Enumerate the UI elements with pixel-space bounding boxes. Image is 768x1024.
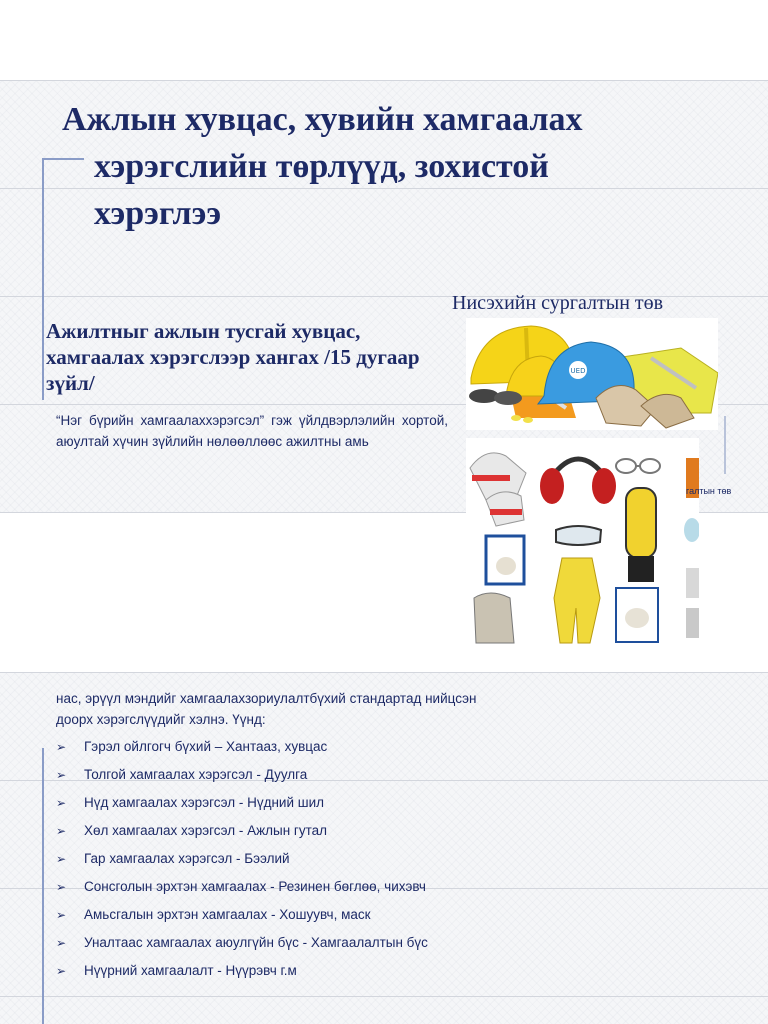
list-item-text: Уналтаас хамгаалах аюулгүйн бүс - Хамгаалалтын бүс xyxy=(84,935,428,950)
title-line: Ажлын хувцас, хувийн хамгаалах xyxy=(62,101,583,138)
arrow-bullet-icon: ➢ xyxy=(56,852,67,866)
body-paragraph: нас, эрүүл мэндийг хамгаалахзориулалтбүхий стандартад нийцсэн доорх хэрэгслүүдийг хэлнэ. Үүнд: xyxy=(56,691,477,727)
arrow-bullet-icon: ➢ xyxy=(56,908,67,922)
list-item-text: Нүд хамгаалах хэрэгсэл - Нүдний шил xyxy=(84,795,324,810)
arrow-bullet-icon: ➢ xyxy=(56,880,67,894)
accent-line xyxy=(42,748,44,1024)
list-item-text: Гар хамгаалах хэрэгсэл - Бээлий xyxy=(84,851,290,866)
arrow-bullet-icon: ➢ xyxy=(56,936,67,950)
arrow-bullet-icon: ➢ xyxy=(56,740,67,754)
list-item xyxy=(56,849,428,877)
accent-line xyxy=(42,158,44,400)
list-item xyxy=(56,961,428,989)
title-line: хэрэглээ xyxy=(94,195,222,232)
ppe-list xyxy=(56,737,428,989)
list-item-text: Гэрэл ойлгогч бүхий – Хантааз, хувцас xyxy=(84,739,328,754)
list-item-text: Хөл хамгаалах хэрэгсэл - Ажлын гутал xyxy=(84,823,327,838)
ppe-equipment-grid-image xyxy=(466,438,699,650)
section-heading: Ажилтныг ажлын тусгай хувцас, хамгаалах хэрэгслээр хангах /15 дугаар зүйл/ xyxy=(46,319,420,395)
divider xyxy=(0,80,768,81)
list-item-text: Нүүрний хамгаалалт - Нүүрэвч г.м xyxy=(84,963,297,978)
divider xyxy=(0,672,768,673)
list-item xyxy=(56,877,428,905)
list-item-text: Сонсголын эрхтэн хамгаалах - Резинен бөглөө, чихэвч xyxy=(84,879,426,894)
list-item xyxy=(56,737,428,765)
arrow-bullet-icon: ➢ xyxy=(56,796,67,810)
arrow-bullet-icon: ➢ xyxy=(56,824,67,838)
list-item xyxy=(56,933,428,961)
list-item xyxy=(56,793,428,821)
arrow-bullet-icon: ➢ xyxy=(56,964,67,978)
list-item xyxy=(56,765,428,793)
divider xyxy=(0,996,768,997)
ppe-helmets-image xyxy=(466,318,718,430)
list-item xyxy=(56,905,428,933)
training-center-label-fragment: галтын төв xyxy=(686,486,732,496)
training-center-label: Нисэхийн сургалтын төв xyxy=(452,292,664,314)
body-paragraph: “Нэг бүрийн хамгаалаххэрэгсэл” гэж үйлдвэрлэлийн хортой, аюултай хүчин зүйлийн нөлөөллөөс ажилтны амь xyxy=(56,413,448,449)
arrow-bullet-icon: ➢ xyxy=(56,768,67,782)
list-item-text: Амьсгалын эрхтэн хамгаалах - Хошуувч, маск xyxy=(84,907,371,922)
helmet-badge-label: UED xyxy=(570,367,586,375)
list-item xyxy=(56,821,428,849)
accent-line xyxy=(724,416,726,474)
page-title xyxy=(62,96,702,237)
title-line: хэрэгслийн төрлүүд, зохистой xyxy=(94,148,549,185)
list-item-text: Толгой хамгаалах хэрэгсэл - Дуулга xyxy=(84,767,308,782)
